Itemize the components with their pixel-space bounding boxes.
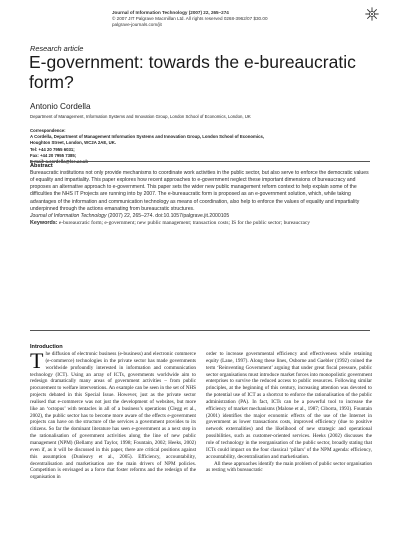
drop-cap: T bbox=[30, 348, 44, 373]
copyright-line: © 2007 JIT Palgrave Macmillan Ltd. All rights reserved 0268-3962/07 $30.00 bbox=[112, 16, 268, 21]
correspondence-block bbox=[30, 128, 370, 165]
abstract-top-rule bbox=[30, 161, 370, 162]
abstract-section bbox=[30, 163, 370, 227]
correspondence-tel: Tel: +44 20 7955 6031; bbox=[30, 146, 75, 152]
correspondence-email: E-mail: a.cordella@lse.ac.uk bbox=[30, 159, 88, 165]
introduction-paragraph-3: All these approaches identify the main problem of public sector organisation as resting with bureaucratic bbox=[206, 460, 372, 474]
journal-citation: Journal of Information Technology (2007) 22, 265–274 bbox=[112, 10, 229, 15]
journal-website: palgrave-journals.com/jit bbox=[112, 22, 162, 27]
left-column bbox=[30, 344, 196, 481]
article-type: Research article bbox=[30, 44, 84, 53]
introduction-paragraph-1-text: he diffusion of electronic business (e-business) and electronic commerce (e-commerce) technologies in the private sector has made governments worldwide profoundly interested in information and communication technology (ICT). Using an array of ICTs, governments worldwide aim to redesign dramatically many areas of government activities – from public procurement to welfare interventions. An example can be seen in the set of NHS projects debated in this Special Issue. However, just as the private sector realised that e-commerce was not just the development of websites, but more like an ‘octopus’ with tentacles in all of a business’s operations (Clegg et al., 2002), the public sector has to become more aware of the effects e-government projects can have on the structure of the services a government provides to its citizens. So far the dominant literature has seen e-government as a next step in the rationalisation of government activities along the line of new public management (NPM) (Bellamy and Taylor, 1998; Fountain, 2002; Heeks, 2002) even if, as it will be discussed in this paper, there are critical positions against this assumption (Dunleavy et al., 2005). Efficiency, accountability, decentralisation and marketisation are the main drivers of NPM policies. Competition is envisaged as a force that foster reforms and the redesign of the organisation in bbox=[30, 351, 196, 481]
keywords bbox=[30, 220, 370, 227]
introduction-paragraph-2: order to increase governmental efficiency and effectiveness while retaining equity (Lane, 1997). Along these lines, Osborne and Gaebler (1992) coined the term ‘Reinventing Government’ arguing that under great fiscal pressure, public sector organisations must introduce market forces into monopolistic government enterprises to survive the reduced access to public resources. Following similar principles, at the beginning of this century, increasing attention was devoted to the potential use of ICT as a shortcut to enforce the rationalisation of the public administration (PA). In fact, ICTs can be a powerful tool to increase the efficiency of market mechanisms (Malone et al., 1987; Ciborra, 1993). Fountain (2001) identifies the major economic effects of the use of the Internet in government as lower transactions costs, improved efficiency (due to positive network externalities) and the likelihood of new strategic and operational possibilities, such as customer-oriented services. Heeks (2002) discusses the role of technology in the reorganisation of the public sector, broadly stating that ICTs could impact on the four classical ‘pillars’ of the NPM agenda: efficiency, accountability, decentralisation and marketisation. bbox=[206, 351, 372, 460]
correspondence-fax: Fax: +44 20 7955 7385; bbox=[30, 152, 77, 158]
article-title: E-government: towards the e-bureaucratic form? bbox=[29, 52, 356, 92]
correspondence-address-line1: A Cordella, Department of Management Information Systems and Innovation Group, London School of Economics, bbox=[30, 134, 265, 140]
citation-journal: Journal of Information Technology bbox=[30, 212, 107, 219]
abstract-bottom-rule bbox=[30, 330, 370, 331]
journal-header bbox=[112, 10, 352, 28]
keywords-list: e-bureaucratic form; e-government; new public management; transaction costs; IS for the public sector; bureaucracy bbox=[57, 220, 310, 227]
keywords-label: Keywords: bbox=[30, 220, 58, 227]
author-name: Antonio Cordella bbox=[30, 102, 91, 111]
introduction-heading: Introduction bbox=[30, 344, 63, 350]
correspondence-address-line2: Houghton Street, London, WC2A 2AE, UK. bbox=[30, 140, 117, 146]
abstract-heading: Abstract bbox=[30, 163, 53, 169]
citation-details: (2007) 22, 265–274. doi:10.1057/palgrave.jit.2000105 bbox=[106, 212, 230, 219]
abstract-body: Bureaucratic institutions not only provide mechanisms to coordinate work activities in the public sector, but also serve to enforce the democratic values of equality and impartiality. This paper explores how recent approaches to e-government neglect these important dimensions of bureaucracy and proposes an alternative approach to e-government. This paper sets the wider new public management reform context to help explain some of the difficulties the NHS IT Projects are running into by 2007. The e-bureaucratic form is proposed as an e-government solution, which, while taking advantages of the information and communication technology as means of coordination, also help to enforce the values of equality and impartiality underpinned through the actions emanating from bureaucratic structures. bbox=[30, 170, 369, 212]
publisher-logo-icon bbox=[365, 7, 379, 21]
introduction-paragraph-1 bbox=[30, 348, 196, 481]
right-column bbox=[206, 351, 372, 474]
author-affiliation: Department of Management, Information Systems and Innovation Group, London School of Economics, London, UK bbox=[30, 114, 251, 119]
correspondence-label: Correspondence: bbox=[30, 128, 66, 133]
